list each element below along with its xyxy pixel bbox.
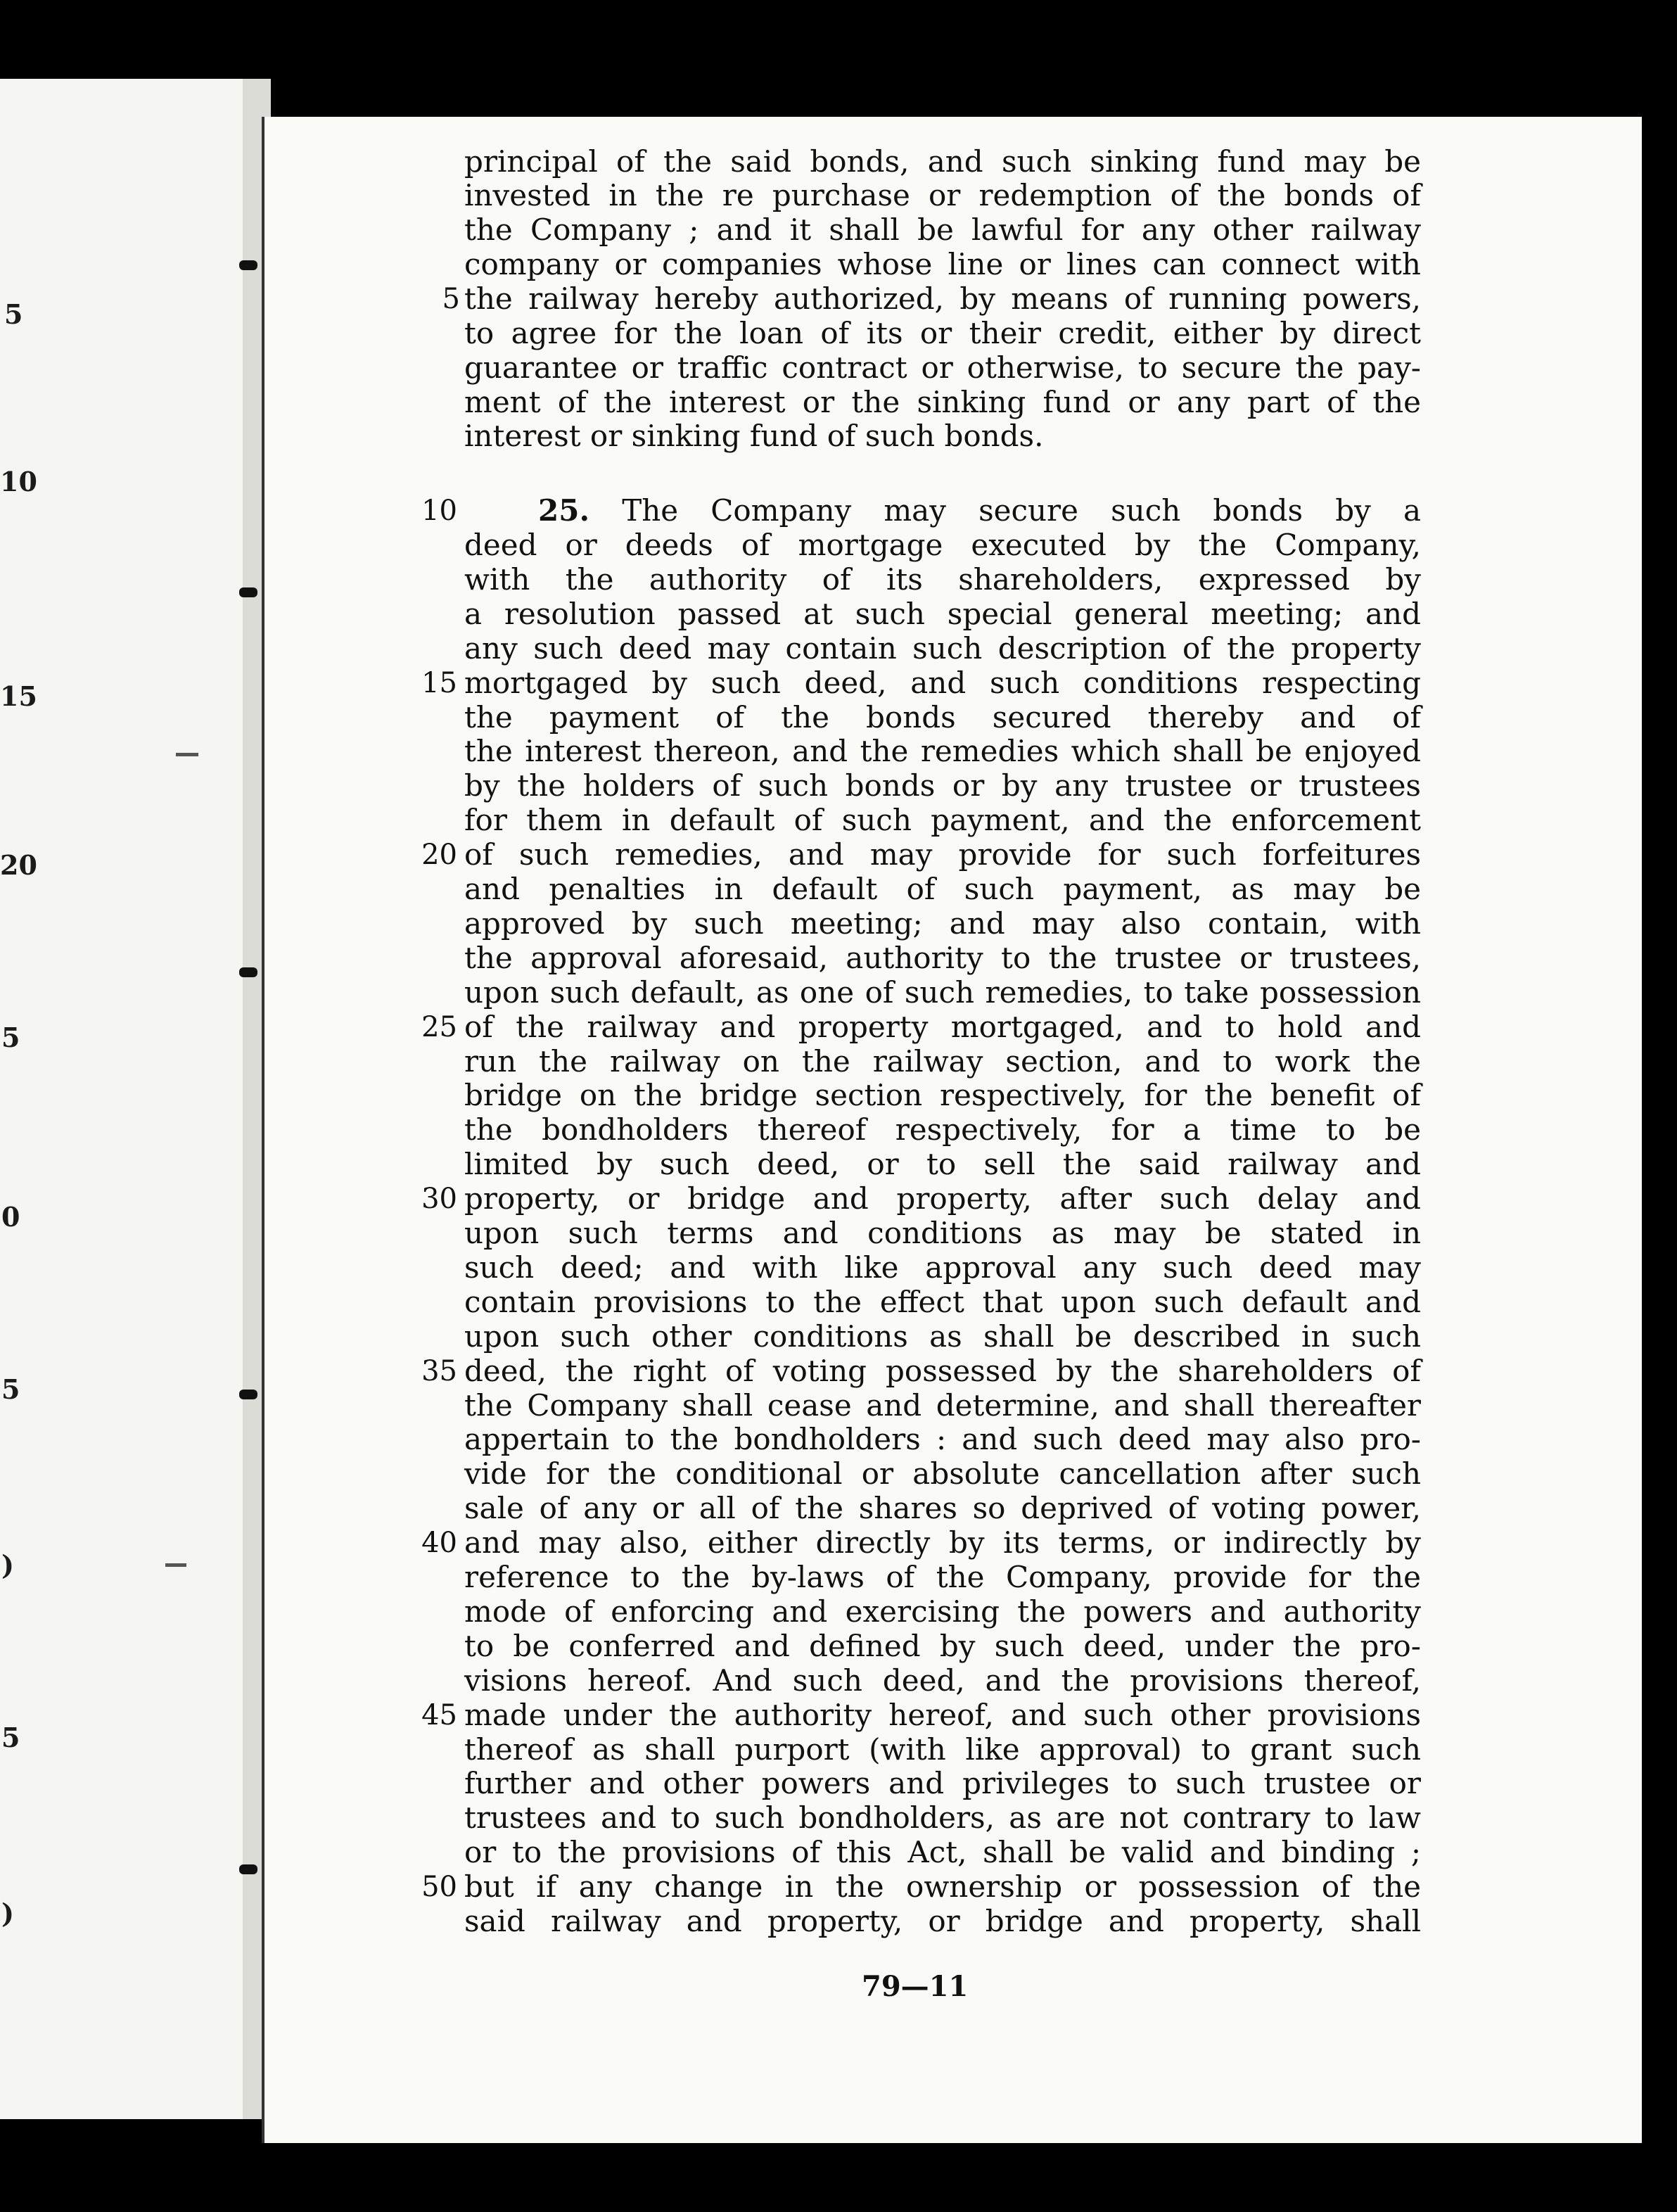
line-number: 5 (442, 283, 460, 315)
text-line: approved by such meeting; and may also contain, with (464, 905, 1421, 941)
text-line: deed or deeds of mortgage executed by the Company, (464, 528, 1421, 562)
text-line: deed, the right of voting possessed by the shareholders of (464, 1353, 1421, 1388)
line-number: 50 (421, 1871, 457, 1904)
text-line: contain provisions to the effect that upon such default and (464, 1284, 1421, 1319)
left-margin-number: 20 (0, 849, 37, 881)
paper-mark (176, 753, 198, 756)
left-margin-number: 5 (1, 1022, 20, 1053)
text-line: of the railway and property mortgaged, and to hold and (464, 1009, 1421, 1044)
text-line: appertain to the bondholders : and such deed may also pro- (464, 1422, 1421, 1457)
text-line: mortgaged by such deed, and such conditions respecting (464, 665, 1421, 700)
text-line: the approval aforesaid, authority to the trustee or trustees, (464, 940, 1421, 975)
paper-mark (165, 1563, 186, 1567)
line-number: 30 (421, 1183, 457, 1216)
left-margin-number: 5 (4, 298, 23, 330)
binding-stitch (239, 260, 257, 270)
text-line: limited by such deed, or to sell the said railway and (464, 1147, 1421, 1182)
text-line: principal of the said bonds, and such sinking fund may be (464, 144, 1421, 179)
line-number: 45 (421, 1698, 457, 1731)
text-line: further and other powers and privileges to such trustee or (464, 1766, 1421, 1801)
section-first-line-text: The Company may secure such bonds by a (622, 493, 1421, 528)
text-line: a resolution passed at such special general meeting; and (464, 596, 1421, 631)
binding-stitch (239, 1390, 257, 1399)
section-number: 25. (538, 493, 590, 528)
line-number: 25 (421, 1010, 457, 1043)
text-line: vide for the conditional or absolute cancellation after such (464, 1456, 1421, 1492)
text-line: thereof as shall purport (with like approval) to grant such (464, 1731, 1421, 1767)
text-line: for them in default of such payment, and the enforcement (464, 803, 1421, 838)
line-number: 40 (421, 1527, 457, 1560)
binding-stitch (239, 1864, 257, 1874)
text-line: or to the provisions of this Act, shall be valid and binding ; (464, 1835, 1421, 1870)
text-line: bridge on the bridge section respectively, for the benefit of (464, 1078, 1421, 1113)
text-line: property, or bridge and property, after such delay and (464, 1181, 1421, 1216)
left-margin-number: 0 (1, 1201, 20, 1233)
left-margin-number: 10 (0, 466, 37, 497)
text-line: upon such terms and conditions as may be stated in (464, 1216, 1421, 1250)
left-margin-number: 15 (0, 680, 37, 712)
text-line: with the authority of its shareholders, expressed by (464, 561, 1421, 597)
text-line: invested in the re purchase or redemption of the bonds of (464, 178, 1421, 212)
text-line: trustees and to such bondholders, as are not contrary to law (464, 1800, 1421, 1836)
printer-signature: 79—11 (862, 1970, 969, 2003)
binding-stitch (239, 587, 257, 597)
text-line: to be conferred and defined by such deed, under the pro- (464, 1628, 1421, 1663)
text-line: run the railway on the railway section, and to work the (464, 1043, 1421, 1079)
text-line: the railway hereby authorized, by means of running powers, (464, 281, 1421, 316)
text-line: made under the authority hereof, and such other provisions (464, 1697, 1421, 1732)
text-line: ment of the interest or the sinking fund or any part of the (464, 385, 1421, 419)
binding-stitch (239, 967, 257, 977)
line-number: 10 (421, 495, 457, 527)
text-line: and may also, either directly by its terms, or indirectly by (464, 1525, 1421, 1561)
line-number: 15 (421, 666, 457, 699)
text-line: company or companies whose line or lines can connect with (464, 247, 1421, 281)
text-line: reference to the by-laws of the Company, provide for the (464, 1560, 1421, 1594)
text-line: any such deed may contain such description of the property (464, 630, 1421, 666)
text-line: interest or sinking fund of such bonds. (464, 419, 1044, 453)
text-line: mode of enforcing and exercising the powers and authority (464, 1594, 1421, 1629)
line-number: 35 (421, 1354, 457, 1387)
text-line: the Company ; and it shall be lawful for any other railway (464, 212, 1421, 247)
text-line: such deed; and with like approval any such deed may (464, 1250, 1421, 1285)
text-line: said railway and property, or bridge and property, shall (464, 1904, 1421, 1938)
text-line: upon such default, as one of such remedies, to take possession (464, 974, 1421, 1010)
text-line: sale of any or all of the shares so deprived of voting power, (464, 1491, 1421, 1526)
left-facing-page (0, 79, 260, 2119)
text-line: to agree for the loan of its or their credit, either by direct (464, 316, 1421, 350)
text-line: but if any change in the ownership or possession of the (464, 1869, 1421, 1905)
text-line: and penalties in default of such payment, as may be (464, 872, 1421, 906)
text-line: the bondholders thereof respectively, for a time to be (464, 1112, 1421, 1148)
left-margin-number: 5 (1, 1373, 20, 1405)
section-first-line (538, 493, 1421, 528)
text-line: visions hereof. And such deed, and the provisions thereof, (464, 1663, 1421, 1698)
text-line: the interest thereon, and the remedies which shall be enjoyed (464, 734, 1421, 769)
text-line: guarantee or traffic contract or otherwise, to secure the pay- (464, 350, 1421, 385)
text-line: the Company shall cease and determine, and shall thereafter (464, 1387, 1421, 1423)
left-margin-number: ) (1, 1898, 14, 1929)
text-line: of such remedies, and may provide for such forfeitures (464, 837, 1421, 872)
left-margin-number: ) (1, 1549, 14, 1581)
text-line: upon such other conditions as shall be described in such (464, 1318, 1421, 1354)
text-line: by the holders of such bonds or by any trustee or trustees (464, 768, 1421, 803)
line-number: 20 (421, 839, 457, 872)
left-margin-number: 5 (1, 1722, 20, 1753)
text-line: the payment of the bonds secured thereby and of (464, 699, 1421, 735)
